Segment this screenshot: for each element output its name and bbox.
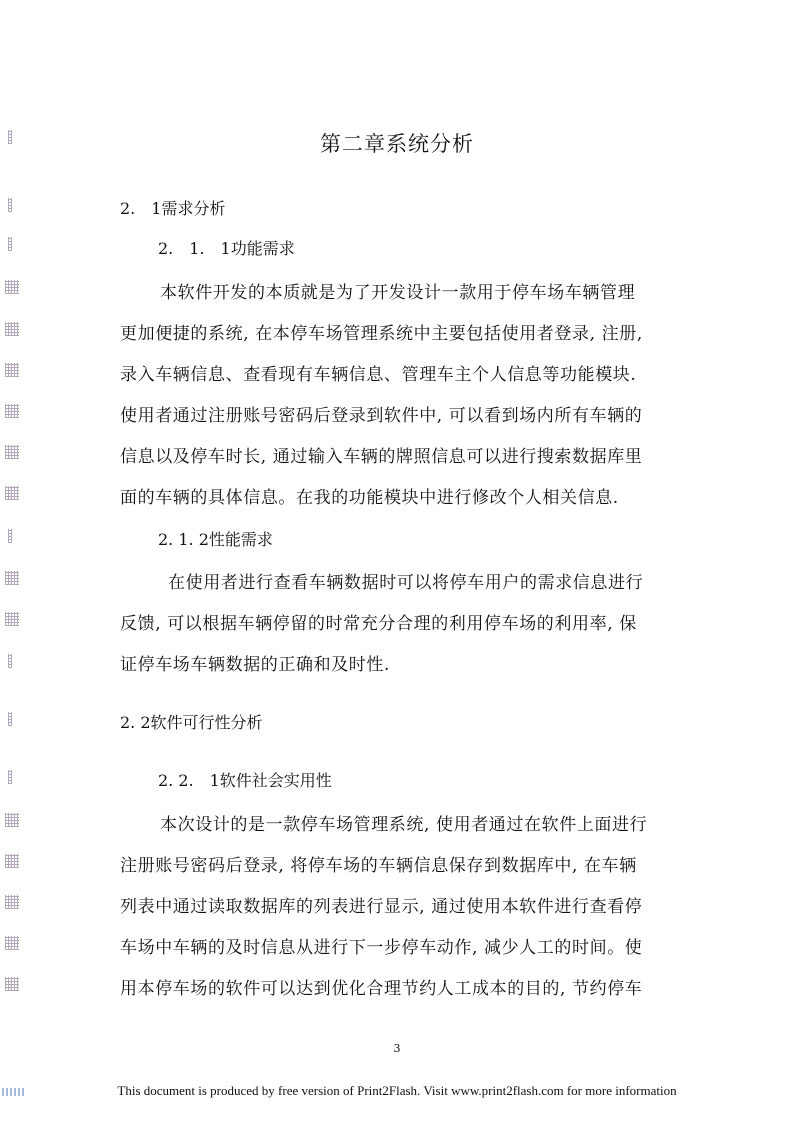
paragraph-line: 列表中通过读取数据库的列表进行显示, 通过使用本软件进行查看停: [120, 897, 643, 917]
paragraph-line: 录入车辆信息、查看现有车辆信息、管理车主个人信息等功能模块.: [120, 365, 637, 385]
paragraph-line: 在使用者进行查看车辆数据时可以将停车用户的需求信息进行: [168, 573, 644, 593]
section-heading-2-2: 2. 2软件可行性分析: [120, 713, 263, 732]
paragraph-line: 本次设计的是一款停车场管理系统, 使用者通过在软件上面进行: [160, 815, 648, 835]
margin-artifact: [5, 486, 19, 500]
subsection-heading-2-1-1: 2. 1. 1功能需求: [158, 239, 295, 258]
margin-artifact: [5, 612, 19, 626]
margin-artifact: [5, 322, 19, 336]
margin-artifact: [5, 280, 19, 294]
paragraph-line: 面的车辆的具体信息。在我的功能模块中进行修改个人相关信息.: [120, 488, 619, 508]
margin-artifact: [5, 571, 19, 585]
margin-artifact: [5, 854, 19, 868]
page-number: 3: [393, 1042, 401, 1055]
footer-notice: This document is produced by free version of Print2Flash. Visit www.print2flash.com for more information: [117, 1083, 677, 1098]
paragraph-line: 证停车场车辆数据的正确和及时性.: [120, 655, 391, 675]
section-heading-2-1: 2. 1需求分析: [120, 199, 226, 218]
paragraph-line: 反馈, 可以根据车辆停留的时常充分合理的利用停车场的利用率, 保: [120, 614, 637, 634]
margin-artifact: [5, 363, 19, 377]
margin-artifact: [8, 529, 12, 543]
paragraph-line: 本软件开发的本质就是为了开发设计一款用于停车场车辆管理: [160, 283, 636, 303]
subsection-heading-2-1-2: 2. 1. 2性能需求: [158, 530, 273, 549]
margin-artifact: [8, 712, 12, 726]
paragraph-line: 车场中车辆的及时信息从进行下一步停车动作, 减少人工的时间。使: [120, 938, 643, 958]
margin-artifact: [8, 237, 12, 251]
paragraph-line: 注册账号密码后登录, 将停车场的车辆信息保存到数据库中, 在车辆: [120, 856, 637, 876]
paragraph-line: 使用者通过注册账号密码后登录到软件中, 可以看到场内所有车辆的: [120, 406, 643, 426]
margin-artifact: [8, 654, 12, 668]
paragraph-line: 信息以及停车时长, 通过输入车辆的牌照信息可以进行搜索数据库里: [120, 447, 643, 467]
margin-artifact: [5, 813, 19, 827]
paragraph-line: 用本停车场的软件可以达到优化合理节约人工成本的目的, 节约停车: [120, 979, 643, 999]
subsection-heading-2-2-1: 2. 2. 1软件社会实用性: [158, 771, 332, 790]
margin-artifact: [8, 198, 12, 212]
chapter-title: 第二章系统分析: [320, 132, 474, 156]
margin-artifact: [5, 977, 19, 991]
margin-artifact: [5, 445, 19, 459]
margin-artifact: [5, 895, 19, 909]
paragraph-line: 更加便捷的系统, 在本停车场管理系统中主要包括使用者登录, 注册,: [120, 324, 643, 344]
margin-artifact: [5, 404, 19, 418]
margin-artifact: [8, 770, 12, 784]
margin-artifact: [5, 936, 19, 950]
